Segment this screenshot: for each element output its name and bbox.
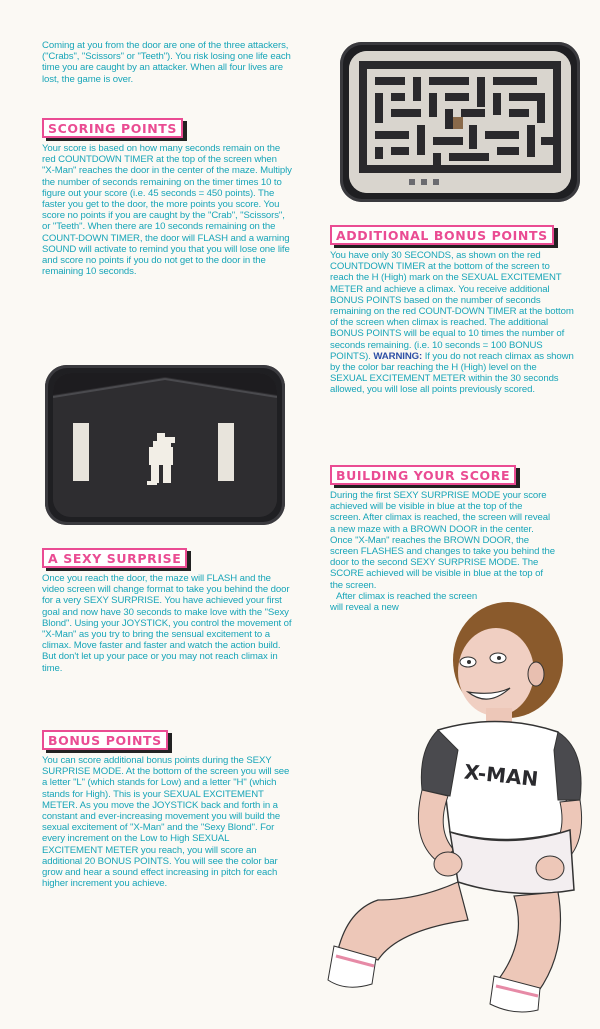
bonus-section: [42, 730, 292, 889]
warning-text: If you do not reach climax as shown by the color bar reaching the H (High) level on the SEXUAL EXCITEMENT METER within the 30 seconds allowed, you will lose all points previously scored.: [330, 350, 574, 396]
building-heading: BUILDING YOUR SCORE: [330, 465, 516, 485]
additional-body: You have only 30 SECONDS, as shown on the red COUNTDOWN TIMER at the bottom of the screen to reach the H (High) mark on the SEXUAL EXCITEMENT METER and achieve a climax. You receive additional BONUS POINTS based on the number of seconds remaining on the red COUNT-DOWN TIMER at the bottom of the screen when climax is reached. The additional BONUS POINTS will be equal to 10 times the number of seconds remaining. (i.e. 10 seconds = 100 BONUS POINTS).: [330, 250, 574, 362]
building-section: [330, 465, 565, 613]
building-text: During the first SEXY SURPRISE MODE your score achieved will be visible in blue at the top of the screen. After climax is reached, the screen will reveal a new maze with a BROWN DOOR in the center. Once "X-Man" reaches the BROWN DOOR, the screen FLASHES and changes to take you behind the door to the second SEXY SURPRISE MODE. The SCORE achieved will be visible in blue at the top of the screen.: [330, 490, 555, 591]
warning-label: WARNING:: [373, 350, 423, 362]
maze-screen-image: [340, 42, 580, 202]
scoring-section: [42, 118, 292, 277]
additional-section: [330, 225, 575, 396]
surprise-heading: A SEXY SURPRISE: [42, 548, 187, 568]
bonus-text: You can score additional bonus points during the SEXY SURPRISE MODE. At the bottom of the screen you will see a letter "L" (which stands for Low) and a letter "H" (which stands for High). This is your SEXUAL EXCITEMENT METER. As you move the JOYSTICK back and forth in a constant and ever-increasing movement you will build the sexual excitement of "X-Man" and the "Sexy Blond". For every increment on the Low to High SEXUAL EXCITEMENT METER you reach, you will score an additional 20 BONUS POINTS. You will see the color bar grow and hear a sound effect increasing in pitch for each higher increment you achieve.: [42, 755, 290, 890]
intro-section: [42, 40, 292, 85]
shirt-text: X-MAN: [463, 759, 540, 792]
scoring-text: Your score is based on how many seconds remain on the red COUNTDOWN TIMER at the top of the screen when "X-Man" reaches the door in the center of the maze. Multiply the number of seconds remaining on the timer times 10 to figure out your score (i.e. 45 seconds = 450 points). The faster you get to the door, the more points you score. You score no points if you are caught by the "Crab", "Scissors", or "Teeth". When there are 10 seconds remaining on the COUNT-DOWN TIMER, the door will FLASH and a warning SOUND will activate to remind you that you will lose one life and score no points if you do not get to the door in the remaining 10 seconds.: [42, 143, 292, 278]
x-man-illustration: [318, 600, 600, 1020]
building-text-continued: After climax is reached the screen will reveal a new: [330, 590, 478, 614]
intro-text: Coming at you from the door are one of the three attackers, ("Crabs", "Scissors" or "Teeth"). You risk losing one life each time you are caught by an attacker. When all four lives are lost, the game is over.: [42, 40, 291, 85]
maze-scene: [349, 51, 571, 193]
surprise-text: Once you reach the door, the maze will FLASH and the video screen will change format to take you behind the door for a very SEXY SURPRISE. You have achieved your first goal and now have 30 seconds to make love with the "Sexy Blond". Using your JOYSTICK, you control the movement of "X-Man" as you try to bring the sensual excitement to a climax. Move faster and faster and watch the action build. But don't let up your pace or you may not reach climax in time.: [42, 573, 292, 674]
additional-text: [330, 250, 575, 396]
scoring-heading: SCORING POINTS: [42, 118, 183, 138]
x-man-figure: [318, 600, 600, 1020]
additional-heading: ADDITIONAL BONUS POINTS: [330, 225, 554, 245]
surprise-screen-image: [45, 365, 285, 525]
bonus-heading: BONUS POINTS: [42, 730, 168, 750]
surprise-section: [42, 548, 292, 674]
behind-door-scene: [53, 373, 277, 517]
